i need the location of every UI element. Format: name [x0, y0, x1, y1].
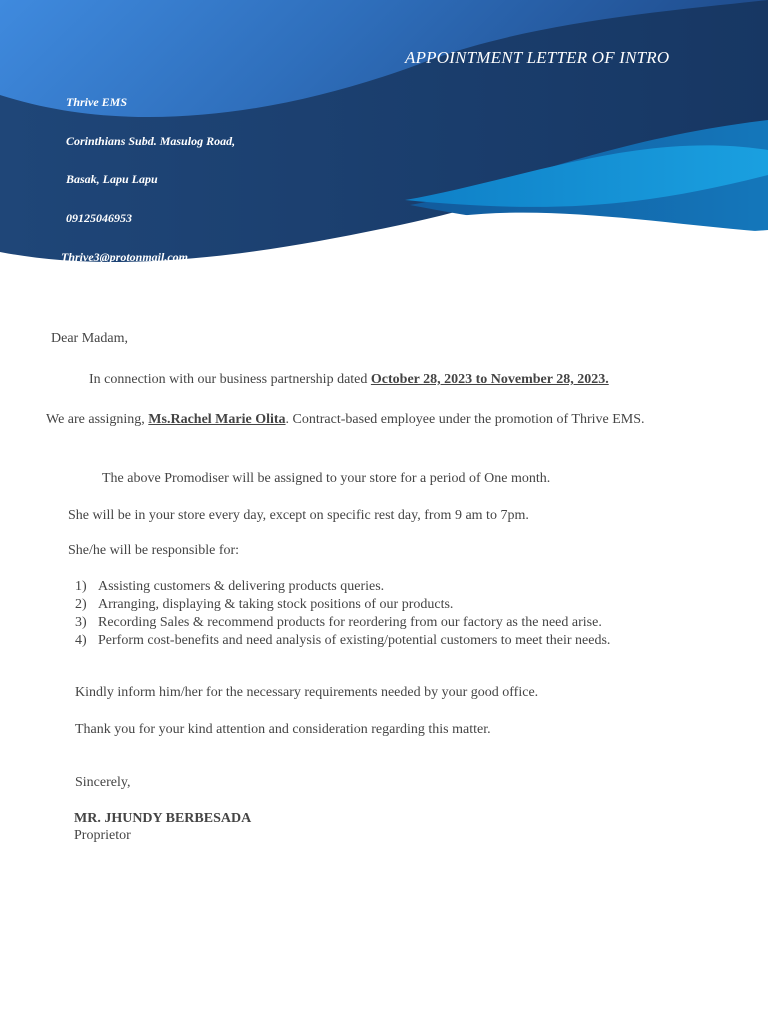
assign-prefix: We are assigning, — [46, 412, 149, 427]
period-paragraph: The above Promodiser will be assigned to your store for a period of One month. — [102, 471, 551, 486]
list-item — [75, 596, 610, 614]
schedule-paragraph: She will be in your store every day, except on specific rest day, from 9 am to 7pm. — [68, 508, 529, 523]
list-number: 2) — [75, 597, 87, 612]
list-number: 4) — [75, 633, 87, 648]
responsibilities-list — [75, 578, 610, 650]
signatory-title: Proprietor — [74, 828, 131, 843]
closing: Sincerely, — [75, 775, 131, 790]
list-item — [75, 632, 610, 650]
signatory-name: MR. JHUNDY BERBESADA — [74, 811, 252, 826]
address-line-1: Corinthians Subd. Masulog Road, — [66, 134, 236, 148]
letterhead-banner — [0, 0, 768, 290]
address-line-2: Basak, Lapu Lapu — [66, 172, 158, 186]
inform-paragraph: Kindly inform him/her for the necessary requirements needed by your good office. — [75, 685, 539, 700]
list-item — [75, 614, 610, 632]
company-name: Thrive EMS — [66, 95, 128, 109]
promodiser-name: Ms.Rachel Marie Olita — [148, 412, 286, 427]
phone-number: 09125046953 — [66, 211, 132, 225]
letter-title: APPOINTMENT LETTER OF INTRO — [405, 48, 670, 67]
list-number: 3) — [75, 615, 87, 630]
list-number: 1) — [75, 579, 87, 594]
partnership-dates: October 28, 2023 to November 28, 2023. — [370, 372, 609, 387]
list-item — [75, 578, 610, 596]
list-text: Assisting customers & delivering products queries. — [98, 579, 385, 594]
thanks-paragraph: Thank you for your kind attention and consideration regarding this matter. — [75, 722, 491, 737]
list-text: Arranging, displaying & taking stock positions of our products. — [98, 597, 454, 612]
list-text: Perform cost-benefits and need analysis of existing/potential customers to meet their needs. — [98, 633, 611, 648]
list-text: Recording Sales & recommend products for reordering from our factory as the need arise. — [98, 615, 602, 630]
assign-suffix: . Contract-based employee under the promotion of Thrive EMS. — [285, 412, 645, 427]
intro-paragraph — [89, 371, 609, 389]
assignment-paragraph — [46, 411, 677, 429]
responsibilities-intro: She/he will be responsible for: — [68, 543, 240, 558]
intro-prefix: In connection with our business partnership dated — [89, 372, 371, 387]
email-link[interactable]: Thrive3@protonmail.com — [61, 250, 188, 264]
salutation: Dear Madam, — [51, 331, 128, 346]
